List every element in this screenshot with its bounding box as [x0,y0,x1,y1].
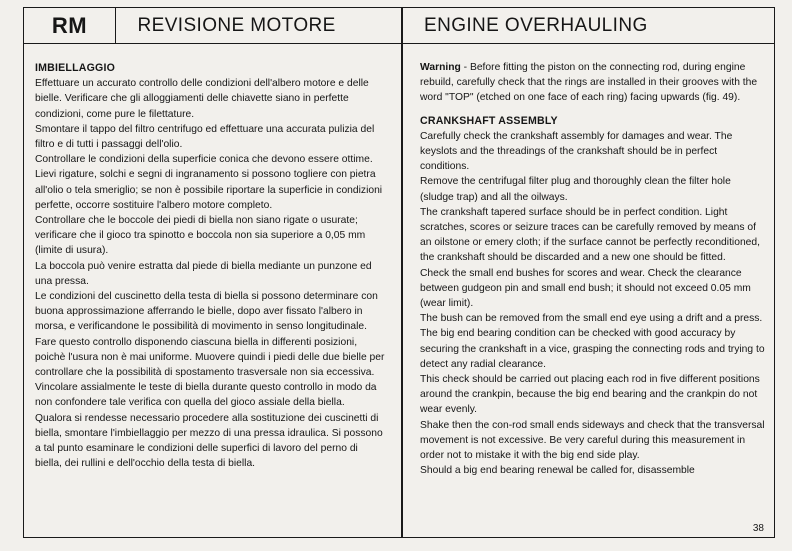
english-paragraph: Remove the centrifugal filter plug and thoroughly clean the filter hole (sludge trap) and all the oilways. [420,176,731,203]
english-paragraph: This check should be carried out placing each rod in five different positions around the crankpin, because the big end bearing and the crankpin do not wear evenly. [420,374,760,416]
page-number: 38 [752,523,764,534]
italian-paragraph: Qualora si rendesse necessario procedere alla sostituzione dei cuscinetti di biella, smontare l'imbiellaggio per mezzo di una pressa idraulica. Si possono a tal punto esaminare le condizioni delle superfici di lavoro del perno di biella, dei rullini e dell'occhio della testa di biella. [35,412,383,470]
english-paragraph: The big end bearing condition can be checked with good accuracy by securing the crankshaft in a vice, grasping the connecting rods and trying to detect any radial clearance. [420,328,765,370]
warning-paragraph [420,60,765,106]
italian-paragraph: Controllare che le boccole dei piedi di biella non siano rigate o usurate; verificare che il gioco tra spinotto e boccola non sia superiore a 0,05 mm (limite di usura). [35,215,366,257]
warning-text: - Before fitting the piston on the connecting rod, during engine rebuild, carefully check that the rings are installed in their grooves with the word "TOP" (etched on one face of each ring) facing upwards (fig. 49). [420,62,758,104]
warning-label: Warning [420,62,461,73]
english-section-heading: CRANKSHAFT ASSEMBLY [420,114,558,127]
italian-paragraph: Effettuare un accurato controllo delle condizioni dell'albero motore e delle bielle. Verificare che gli alloggiamenti delle chiavette siano in perfette condizioni, come pure le filettature. [35,78,369,120]
italian-paragraph: Vincolare assialmente le teste di biella durante questo controllo in modo da non confondere tale verifica con quella del gioco assiale della biella. [35,382,377,409]
english-paragraph: Check the small end bushes for scores and wear. Check the clearance between gudgeon pin and small end bush; it should not exceed 0.05 mm (wear limit). [420,267,751,310]
italian-paragraph: Smontare il tappo del filtro centrifugo ed effettuare una accurata pulizia del filtro e di tutti i passaggi dell'olio. [35,123,375,151]
page-header [23,7,775,44]
italian-paragraph: La boccola può venire estratta dal piede di biella mediante un punzone ed una pressa. [35,260,372,287]
italian-paragraph: Controllare le condizioni della superficie conica che devono essere ottime. Lievi rigature, solchi e segni di ingranamento si possono togliere con pietra all'olio o tela smeriglio; se non è possibile riportare la superficie in condizioni perfette, occorre sostituire l'albero motore completo. [35,154,383,211]
english-paragraph: Carefully check the crankshaft assembly for damages and wear. The keyslots and the threadings of the crankshaft should be in perfect conditions. [420,130,733,173]
english-column [420,60,765,478]
english-paragraph: Should a big end bearing renewal be called for, disassemble [420,465,695,477]
italian-paragraph: Le condizioni del cuscinetto della testa di biella si possono determinare con buona approssimazione afferrando le bielle, dopo aver fissato l'albero in morsa, e verificandone le possibilità di movimento in senso longitudinale. [35,291,378,333]
italian-title: REVISIONE MOTORE [115,7,403,44]
english-title: ENGINE OVERHAULING [401,7,775,44]
italian-section-heading: IMBIELLAGGIO [35,62,116,74]
content-frame [23,43,775,538]
english-paragraph: The bush can be removed from the small end eye using a drift and a press. [420,313,763,325]
italian-column [35,61,385,471]
section-code: RM [23,7,116,44]
english-paragraph: The crankshaft tapered surface should be in perfect condition. Light scratches, scores or seizure traces can be carefully removed by means of an oilstone or emery cloth; if the surface cannot be perfectly reconditioned, the crankshaft should be discarded and a new one should be fitted. [420,206,760,264]
italian-paragraph: Fare questo controllo disponendo ciascuna biella in differenti posizioni, poichè l'usura non è mai uniforme. Muovere quindi i piedi delle due bielle per controllare che la possibilità di spostamento trasversale non sia eccessiva. [35,336,385,379]
column-divider [401,44,403,537]
english-paragraph: Shake then the con-rod small ends sideways and check that the transversal movement is not excessive. Be very careful during this measurement in order not to mistake it with the big end side play. [420,419,765,462]
